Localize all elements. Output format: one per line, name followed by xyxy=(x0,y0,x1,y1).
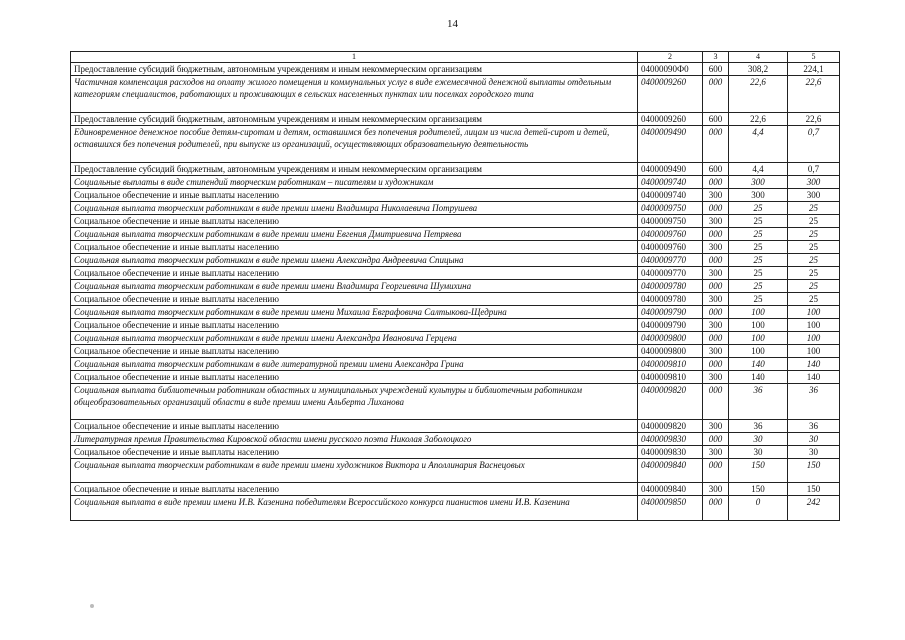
row-expense-type: 300 xyxy=(703,267,729,280)
row-amount-actual: 100 xyxy=(788,306,840,319)
row-expense-type: 000 xyxy=(703,459,729,483)
row-amount-actual: 25 xyxy=(788,254,840,267)
row-target-code: 0400009830 xyxy=(638,446,703,459)
table-row xyxy=(71,420,840,433)
row-description: Предоставление субсидий бюджетным, автономным учреждениям и иным некоммерческим организациям xyxy=(71,63,638,76)
row-amount-plan: 100 xyxy=(729,306,788,319)
row-amount-actual: 0,7 xyxy=(788,163,840,176)
row-target-code: 0400009830 xyxy=(638,433,703,446)
row-amount-plan: 140 xyxy=(729,371,788,384)
header-cell: 4 xyxy=(729,52,788,63)
table-row xyxy=(71,189,840,202)
row-description: Социальное обеспечение и иные выплаты населению xyxy=(71,293,638,306)
row-expense-type: 000 xyxy=(703,433,729,446)
row-description: Предоставление субсидий бюджетным, автономным учреждениям и иным некоммерческим организациям xyxy=(71,113,638,126)
row-amount-plan: 4,4 xyxy=(729,126,788,163)
row-expense-type: 300 xyxy=(703,215,729,228)
table-row xyxy=(71,228,840,241)
row-target-code: 0400009810 xyxy=(638,371,703,384)
row-amount-actual: 150 xyxy=(788,483,840,496)
row-target-code: 0400009790 xyxy=(638,319,703,332)
header-cell: 5 xyxy=(788,52,840,63)
row-description: Социальное обеспечение и иные выплаты населению xyxy=(71,345,638,358)
row-amount-plan: 308,2 xyxy=(729,63,788,76)
table-row xyxy=(71,459,840,483)
row-target-code: 0400009260 xyxy=(638,113,703,126)
row-amount-actual: 150 xyxy=(788,459,840,483)
table-row xyxy=(71,176,840,189)
row-amount-actual: 22,6 xyxy=(788,113,840,126)
row-amount-actual: 25 xyxy=(788,202,840,215)
row-amount-plan: 25 xyxy=(729,293,788,306)
table-row xyxy=(71,446,840,459)
row-description: Частичная компенсация расходов на оплату жилого помещения и коммунальных услуг в виде ежемесячной денежной выплаты отдельным категориям специалистов, работающих и проживающих в сельских населенных пунктах или поселках городского типа xyxy=(71,76,638,113)
row-amount-plan: 25 xyxy=(729,228,788,241)
table-row xyxy=(71,483,840,496)
row-amount-plan: 150 xyxy=(729,483,788,496)
row-description: Предоставление субсидий бюджетным, автономным учреждениям и иным некоммерческим организациям xyxy=(71,163,638,176)
table-row xyxy=(71,496,840,521)
row-target-code: 0400009820 xyxy=(638,384,703,420)
row-description: Социальные выплаты в виде стипендий творческим работникам – писателям и художникам xyxy=(71,176,638,189)
row-description: Социальное обеспечение и иные выплаты населению xyxy=(71,483,638,496)
row-description: Социальная выплата творческим работникам в виде премии имени Владимира Николаевича Потрушева xyxy=(71,202,638,215)
row-amount-actual: 36 xyxy=(788,384,840,420)
row-amount-plan: 0 xyxy=(729,496,788,521)
table-row xyxy=(71,63,840,76)
row-amount-actual: 300 xyxy=(788,176,840,189)
row-expense-type: 600 xyxy=(703,113,729,126)
row-target-code: 0400009490 xyxy=(638,163,703,176)
row-target-code: 04000090Ф0 xyxy=(638,63,703,76)
table-row xyxy=(71,433,840,446)
row-amount-actual: 25 xyxy=(788,241,840,254)
row-amount-plan: 100 xyxy=(729,332,788,345)
row-target-code: 0400009770 xyxy=(638,254,703,267)
row-amount-plan: 25 xyxy=(729,254,788,267)
header-cell: 1 xyxy=(71,52,638,63)
row-amount-actual: 0,7 xyxy=(788,126,840,163)
page-number: 14 xyxy=(447,18,458,30)
row-description: Социальная выплата творческим работникам в виде литературной премии имени Александра Грина xyxy=(71,358,638,371)
row-expense-type: 000 xyxy=(703,384,729,420)
row-amount-actual: 30 xyxy=(788,446,840,459)
table-row xyxy=(71,358,840,371)
row-expense-type: 000 xyxy=(703,280,729,293)
row-expense-type: 000 xyxy=(703,332,729,345)
row-amount-actual: 242 xyxy=(788,496,840,521)
row-expense-type: 000 xyxy=(703,306,729,319)
row-amount-actual: 25 xyxy=(788,280,840,293)
row-target-code: 0400009780 xyxy=(638,280,703,293)
row-description: Социальная выплата творческим работникам в виде премии имени Владимира Георгиевича Шумихина xyxy=(71,280,638,293)
table-row xyxy=(71,202,840,215)
row-amount-plan: 25 xyxy=(729,241,788,254)
row-target-code: 0400009820 xyxy=(638,420,703,433)
row-description: Социальная выплата библиотечным работникам областных и муниципальных учреждений культуры и библиотечным работникам общеобразовательных организаций области в виде премии имени Альберта Лиханова xyxy=(71,384,638,420)
row-description: Социальное обеспечение и иные выплаты населению xyxy=(71,241,638,254)
row-expense-type: 000 xyxy=(703,76,729,113)
table-row xyxy=(71,371,840,384)
row-amount-actual: 224,1 xyxy=(788,63,840,76)
scan-dot xyxy=(90,604,94,608)
row-description: Социальное обеспечение и иные выплаты населению xyxy=(71,420,638,433)
table-row xyxy=(71,345,840,358)
budget-table xyxy=(70,51,840,521)
row-amount-actual: 36 xyxy=(788,420,840,433)
row-description: Социальное обеспечение и иные выплаты населению xyxy=(71,319,638,332)
row-target-code: 0400009760 xyxy=(638,228,703,241)
row-target-code: 0400009740 xyxy=(638,176,703,189)
row-expense-type: 000 xyxy=(703,496,729,521)
row-target-code: 0400009490 xyxy=(638,126,703,163)
row-description: Социальная выплата творческим работникам в виде премии имени художников Виктора и Аполлинария Васнецовых xyxy=(71,459,638,483)
row-description: Социальное обеспечение и иные выплаты населению xyxy=(71,371,638,384)
row-amount-plan: 25 xyxy=(729,267,788,280)
row-amount-actual: 25 xyxy=(788,215,840,228)
row-expense-type: 300 xyxy=(703,189,729,202)
row-amount-plan: 25 xyxy=(729,215,788,228)
row-description: Социальное обеспечение и иные выплаты населению xyxy=(71,267,638,280)
row-amount-plan: 140 xyxy=(729,358,788,371)
row-target-code: 0400009790 xyxy=(638,306,703,319)
row-amount-actual: 140 xyxy=(788,371,840,384)
row-expense-type: 000 xyxy=(703,176,729,189)
row-target-code: 0400009750 xyxy=(638,202,703,215)
row-expense-type: 600 xyxy=(703,163,729,176)
row-description: Социальная выплата творческим работникам в виде премии имени Александра Андреевича Спицына xyxy=(71,254,638,267)
table-row xyxy=(71,332,840,345)
row-expense-type: 300 xyxy=(703,293,729,306)
row-expense-type: 300 xyxy=(703,483,729,496)
header-cell: 2 xyxy=(638,52,703,63)
row-expense-type: 300 xyxy=(703,345,729,358)
row-amount-actual: 100 xyxy=(788,319,840,332)
table-row xyxy=(71,126,840,163)
row-amount-actual: 30 xyxy=(788,433,840,446)
row-target-code: 0400009740 xyxy=(638,189,703,202)
row-amount-actual: 140 xyxy=(788,358,840,371)
row-description: Социальное обеспечение и иные выплаты населению xyxy=(71,189,638,202)
row-target-code: 0400009750 xyxy=(638,215,703,228)
row-expense-type: 300 xyxy=(703,319,729,332)
header-cell: 3 xyxy=(703,52,729,63)
row-expense-type: 300 xyxy=(703,420,729,433)
row-amount-plan: 300 xyxy=(729,176,788,189)
row-expense-type: 000 xyxy=(703,358,729,371)
row-target-code: 0400009840 xyxy=(638,459,703,483)
table-row xyxy=(71,76,840,113)
row-expense-type: 300 xyxy=(703,241,729,254)
table-row xyxy=(71,267,840,280)
table-row xyxy=(71,215,840,228)
table-row xyxy=(71,306,840,319)
row-amount-plan: 30 xyxy=(729,446,788,459)
row-amount-plan: 25 xyxy=(729,202,788,215)
row-target-code: 0400009260 xyxy=(638,76,703,113)
row-target-code: 0400009800 xyxy=(638,345,703,358)
row-expense-type: 000 xyxy=(703,126,729,163)
table-row xyxy=(71,384,840,420)
row-expense-type: 300 xyxy=(703,446,729,459)
row-amount-plan: 100 xyxy=(729,319,788,332)
row-expense-type: 000 xyxy=(703,228,729,241)
row-amount-plan: 150 xyxy=(729,459,788,483)
row-target-code: 0400009810 xyxy=(638,358,703,371)
row-amount-plan: 36 xyxy=(729,384,788,420)
row-amount-actual: 100 xyxy=(788,345,840,358)
row-amount-actual: 25 xyxy=(788,267,840,280)
row-target-code: 0400009780 xyxy=(638,293,703,306)
table-row xyxy=(71,319,840,332)
row-expense-type: 000 xyxy=(703,254,729,267)
row-amount-actual: 300 xyxy=(788,189,840,202)
row-expense-type: 600 xyxy=(703,63,729,76)
row-amount-plan: 100 xyxy=(729,345,788,358)
row-description: Социальное обеспечение и иные выплаты населению xyxy=(71,446,638,459)
table-header-row xyxy=(71,52,840,63)
row-amount-plan: 4,4 xyxy=(729,163,788,176)
row-amount-plan: 36 xyxy=(729,420,788,433)
row-amount-plan: 22,6 xyxy=(729,76,788,113)
table-row xyxy=(71,293,840,306)
row-amount-plan: 300 xyxy=(729,189,788,202)
row-target-code: 0400009850 xyxy=(638,496,703,521)
table-row xyxy=(71,163,840,176)
row-amount-actual: 100 xyxy=(788,332,840,345)
row-amount-actual: 25 xyxy=(788,293,840,306)
row-expense-type: 300 xyxy=(703,371,729,384)
row-target-code: 0400009840 xyxy=(638,483,703,496)
row-amount-actual: 25 xyxy=(788,228,840,241)
row-amount-plan: 25 xyxy=(729,280,788,293)
row-expense-type: 000 xyxy=(703,202,729,215)
table-row xyxy=(71,280,840,293)
table-row xyxy=(71,113,840,126)
row-description: Социальная выплата творческим работникам в виде премии имени Александра Ивановича Герцена xyxy=(71,332,638,345)
table-row xyxy=(71,254,840,267)
row-amount-plan: 30 xyxy=(729,433,788,446)
row-description: Социальная выплата творческим работникам в виде премии имени Евгения Дмитриевича Петряева xyxy=(71,228,638,241)
table-row xyxy=(71,241,840,254)
row-amount-plan: 22,6 xyxy=(729,113,788,126)
row-description: Социальная выплата творческим работникам в виде премии имени Михаила Евграфовича Салтыкова-Щедрина xyxy=(71,306,638,319)
row-amount-actual: 22,6 xyxy=(788,76,840,113)
row-description: Литературная премия Правительства Кировской области имени русского поэта Николая Заболоцкого xyxy=(71,433,638,446)
row-target-code: 0400009770 xyxy=(638,267,703,280)
row-target-code: 0400009800 xyxy=(638,332,703,345)
row-target-code: 0400009760 xyxy=(638,241,703,254)
row-description: Единовременное денежное пособие детям-сиротам и детям, оставшимся без попечения родителей, лицам из числа детей-сирот и детей, оставшихся без попечения родителей, при выпуске из организаций, осуществляющих образовательную деятельность xyxy=(71,126,638,163)
row-description: Социальное обеспечение и иные выплаты населению xyxy=(71,215,638,228)
row-description: Социальная выплата в виде премии имени И.В. Казенина победителям Всероссийского конкурса пианистов имени И.В. Казенина xyxy=(71,496,638,521)
